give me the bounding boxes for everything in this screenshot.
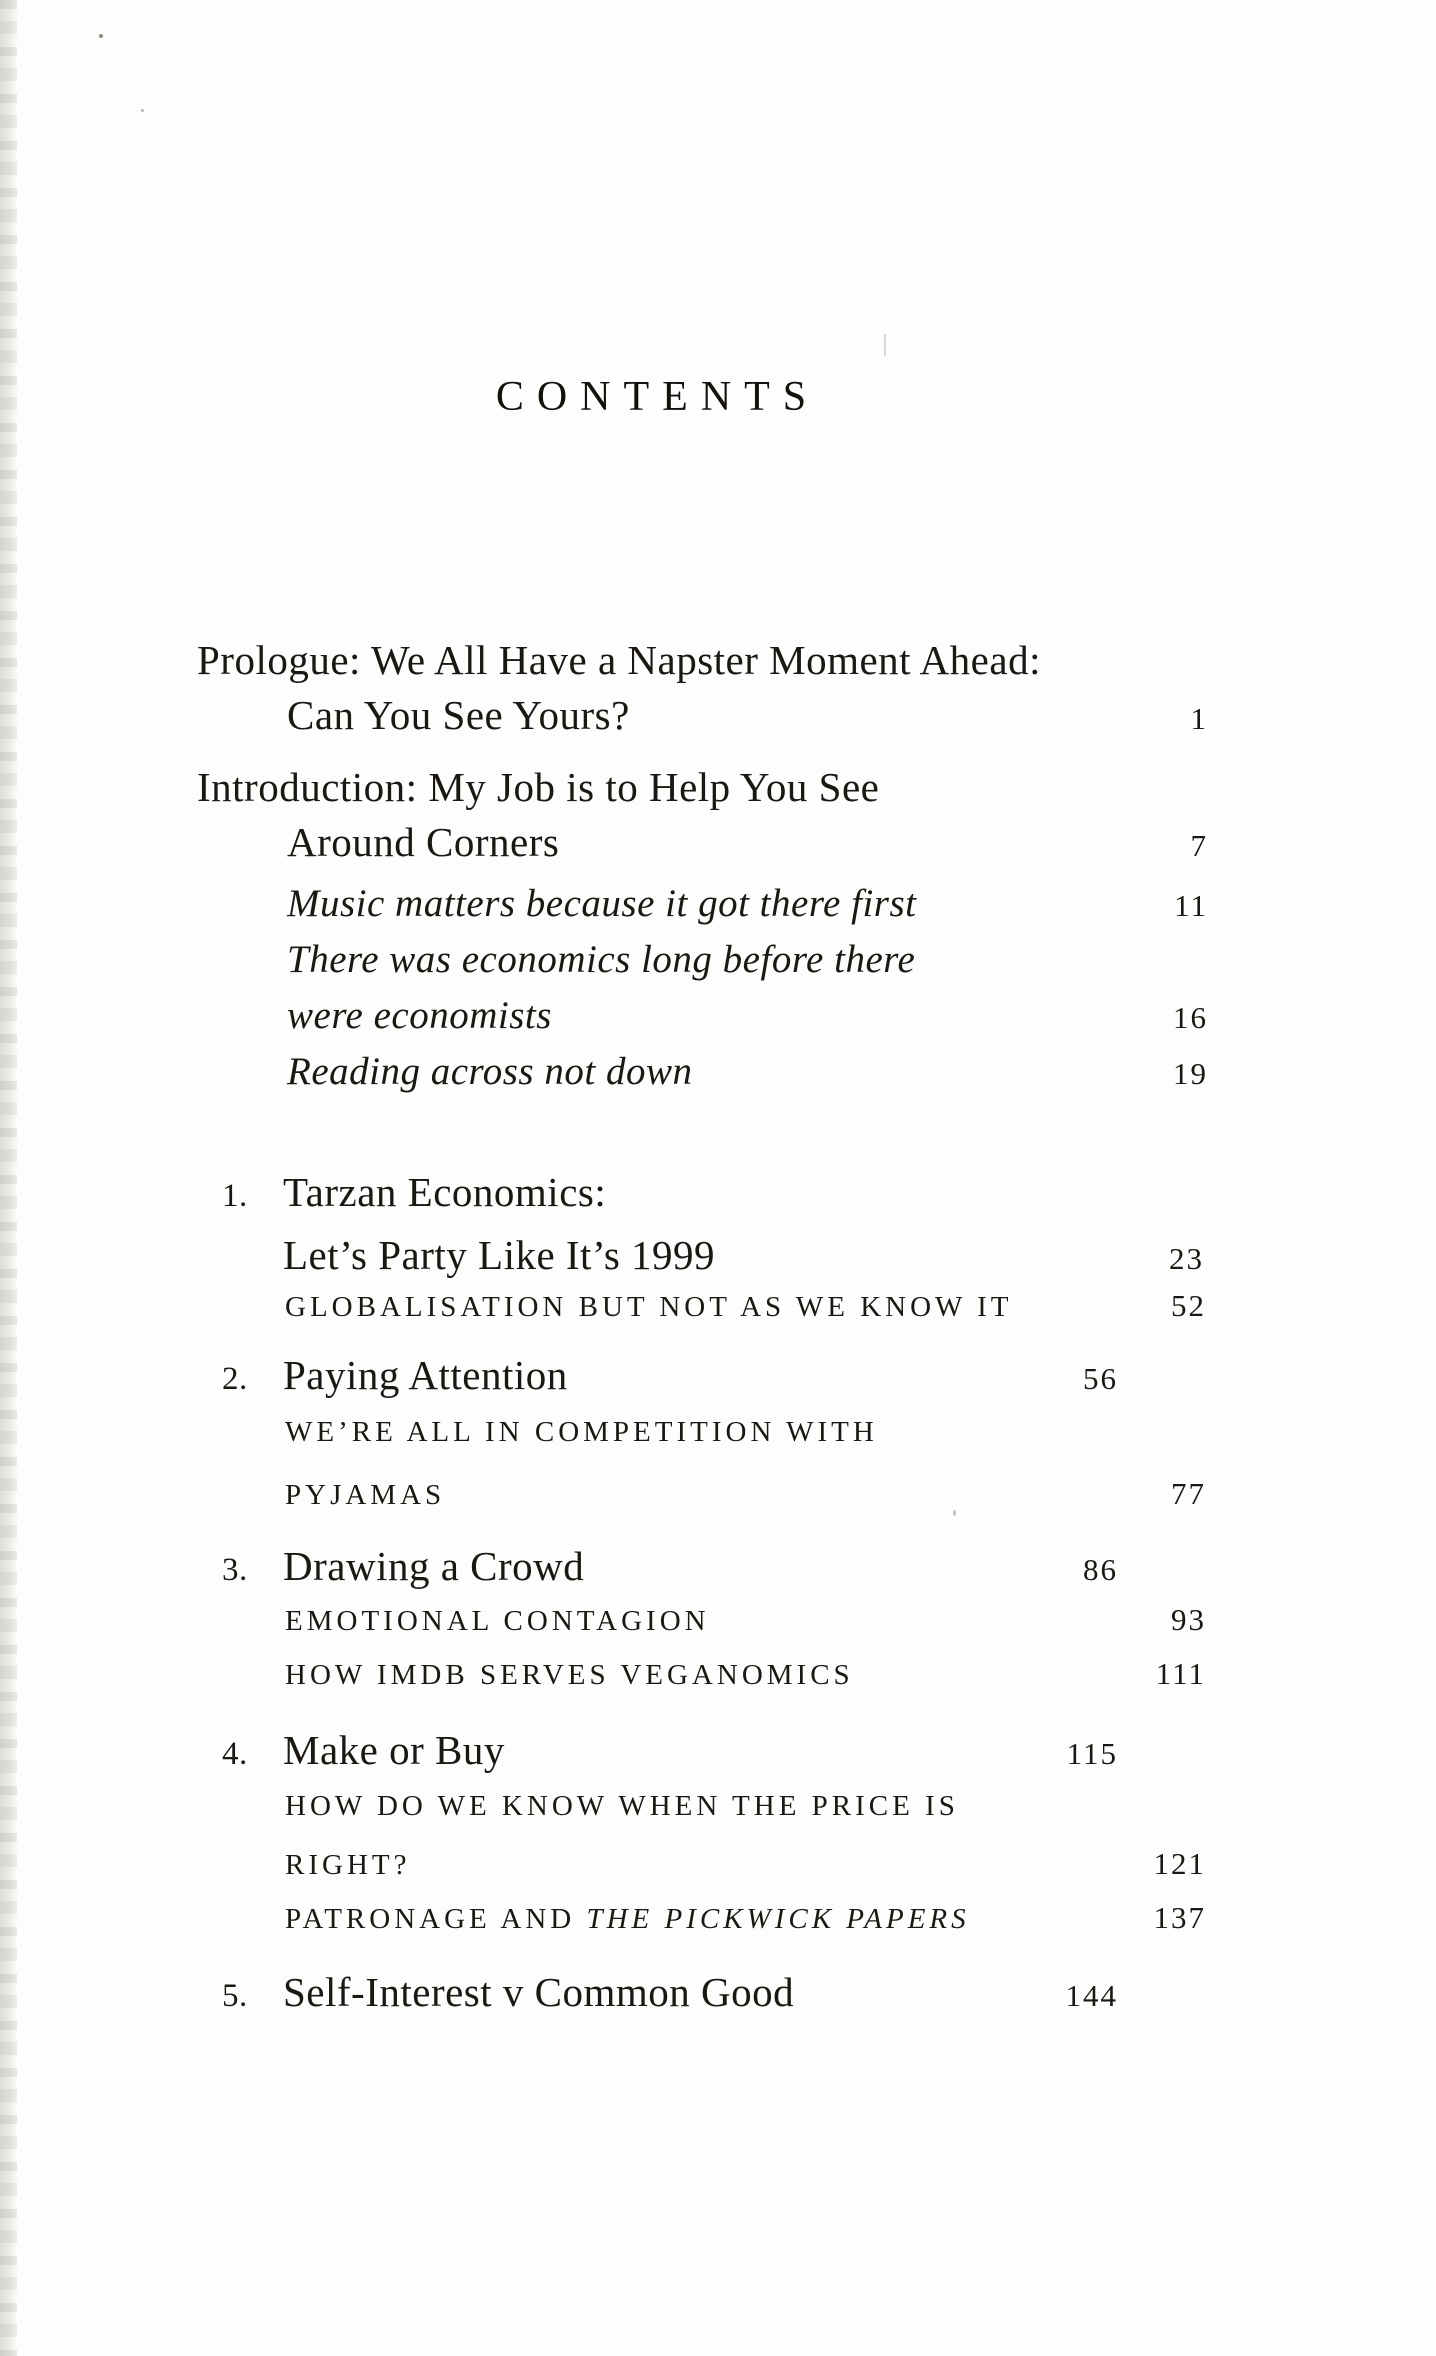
toc-entry-title: Self-Interest v Common Good xyxy=(283,1969,795,2015)
toc-entry-title: HOW IMDB SERVES VEGANOMICS xyxy=(285,1659,854,1691)
toc-entry-title-italic: THE PICKWICK PAPERS xyxy=(586,1903,970,1935)
toc-entry-title: GLOBALISATION BUT NOT AS WE KNOW IT xyxy=(285,1291,1013,1323)
toc-subentry xyxy=(197,1414,1206,1450)
chapter-number: 1. xyxy=(222,1178,248,1214)
toc-subentry xyxy=(197,1602,1206,1639)
toc-entry-title: Paying Attention xyxy=(283,1352,568,1398)
page-number: 86 xyxy=(1083,1552,1118,1587)
toc-entry-title: Music matters because it got there first xyxy=(287,882,917,925)
toc-entry-title: Reading across not down xyxy=(287,1050,693,1093)
page-number: 93 xyxy=(1171,1602,1206,1637)
page-number: 115 xyxy=(1066,1736,1118,1771)
chapter-number: 4. xyxy=(222,1736,248,1772)
chapter-number: 2. xyxy=(222,1361,248,1397)
page-number: 121 xyxy=(1153,1846,1206,1881)
scan-speck xyxy=(141,109,144,112)
toc-entry-chapter-3 xyxy=(197,1542,1118,1594)
toc-entry-title: Drawing a Crowd xyxy=(283,1543,585,1589)
toc-entry-chapter-5 xyxy=(197,1968,1118,2020)
toc-entry-prologue-line2 xyxy=(197,691,1208,743)
scan-speck xyxy=(99,34,103,38)
toc-entry-prologue xyxy=(197,636,1118,684)
toc-entry-title: Introduction: My Job is to Help You See xyxy=(197,764,880,810)
toc-entry-title: Make or Buy xyxy=(283,1727,505,1773)
toc-entry-title: RIGHT? xyxy=(285,1849,411,1881)
toc-subentry xyxy=(197,881,1208,929)
page-title: CONTENTS xyxy=(495,374,820,420)
page-number: 16 xyxy=(1173,1000,1208,1035)
toc-entry-title: were economists xyxy=(287,994,552,1037)
page-number: 1 xyxy=(1190,701,1208,736)
toc-entry-title: Prologue: We All Have a Napster Moment Ahead: xyxy=(197,637,1041,683)
toc-entry-title: Around Corners xyxy=(287,819,560,865)
toc-subentry xyxy=(197,1476,1206,1513)
toc-subentry xyxy=(197,937,1208,983)
toc-entry-title: There was economics long before there xyxy=(287,938,916,981)
toc-entry-title: PYJAMAS xyxy=(285,1479,446,1511)
toc-subentry xyxy=(197,1656,1206,1693)
toc-entry-title: Can You See Yours? xyxy=(287,692,630,738)
toc-entry-title xyxy=(285,1901,970,1937)
toc-entry-title: HOW DO WE KNOW WHEN THE PRICE IS xyxy=(285,1790,959,1822)
toc-entry-title: Let’s Party Like It’s 1999 xyxy=(283,1232,716,1278)
toc-entry-chapter-1 xyxy=(197,1168,1118,1220)
toc-entry-chapter-4 xyxy=(197,1726,1118,1778)
toc-entry-chapter-1-line2 xyxy=(197,1231,1204,1283)
toc-entry-title-roman: PATRONAGE AND xyxy=(285,1903,587,1935)
toc-subentry xyxy=(197,993,1208,1041)
toc-subentry xyxy=(197,1900,1206,1937)
page-number: 77 xyxy=(1171,1476,1206,1511)
chapter-number: 3. xyxy=(222,1552,248,1588)
toc-entry-introduction-line2 xyxy=(197,818,1208,870)
toc-subentry xyxy=(197,1288,1206,1325)
page-number: 11 xyxy=(1174,888,1208,923)
toc-entry-chapter-2 xyxy=(197,1351,1118,1403)
toc-subentry xyxy=(197,1788,1206,1824)
page-number: 23 xyxy=(1169,1241,1204,1276)
page-number: 52 xyxy=(1171,1288,1206,1323)
page-number: 19 xyxy=(1173,1056,1208,1091)
page-number: 111 xyxy=(1155,1656,1206,1691)
toc-entry-introduction xyxy=(197,763,1118,811)
toc-entry-title: WE’RE ALL IN COMPETITION WITH xyxy=(285,1416,878,1448)
page-number: 56 xyxy=(1083,1361,1118,1396)
toc-entry-title: Tarzan Economics: xyxy=(283,1169,607,1215)
chapter-number: 5. xyxy=(222,1978,248,2014)
page-number: 144 xyxy=(1065,1978,1118,2013)
page-number: 7 xyxy=(1190,828,1208,863)
toc-subentry xyxy=(197,1846,1206,1883)
scanned-page-left-edge xyxy=(0,0,17,2356)
page-number: 137 xyxy=(1153,1900,1206,1935)
toc-entry-title: EMOTIONAL CONTAGION xyxy=(285,1605,710,1637)
toc-subentry xyxy=(197,1049,1208,1097)
scan-scratch xyxy=(884,334,886,356)
